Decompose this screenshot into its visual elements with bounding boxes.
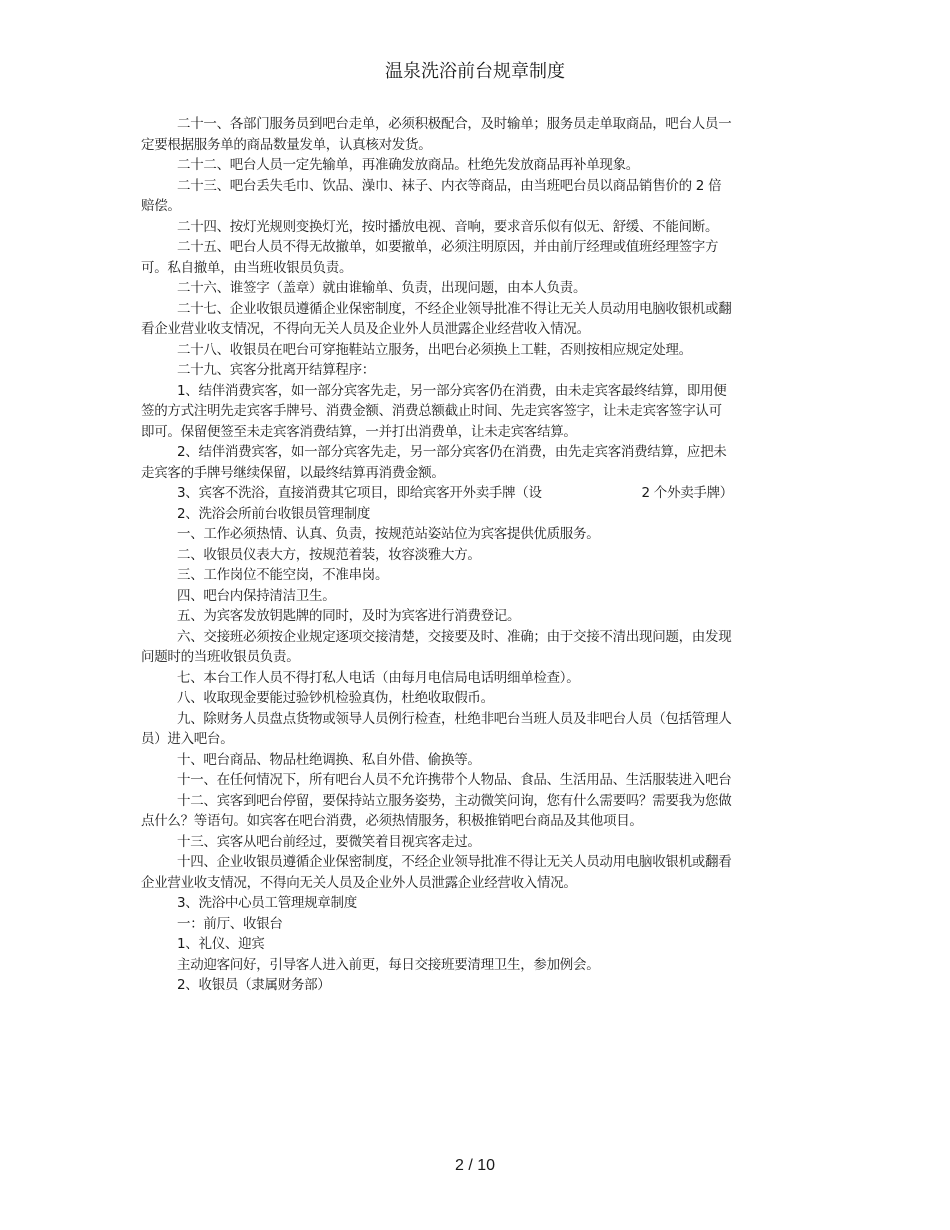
paragraph: 三、工作岗位不能空岗，不准串岗。	[177, 567, 389, 583]
paragraph: 二十八、收银员在吧台可穿拖鞋站立服务，出吧台必须换上工鞋，否则按相应规定处理。	[177, 341, 692, 358]
document-title: 温泉洗浴前台规章制度	[385, 61, 565, 82]
paragraph: 四、吧台内保持清洁卫生。	[177, 587, 336, 604]
paragraph: 九、除财务人员盘点货物或领导人员例行检查，杜绝非吧台当班人员及非吧台人员（包括管理人员）进入吧台。	[141, 710, 732, 747]
paragraph: 十二、宾客到吧台停留，要保持站立服务姿势，主动微笑问询，您有什么需要吗？需要我为您做点什么？等语句。如宾客在吧台消费，必须热情服务，积极推销吧台商品及其他项目。	[141, 792, 732, 829]
paragraph: 二十一、各部门服务员到吧台走单，必须积极配合，及时输单；服务员走单取商品，吧台人员一定要根据服务单的商品数量发单，认真核对发货。	[141, 116, 732, 153]
paragraph: 1、结伴消费宾客，如一部分宾客先走，另一部分宾客仍在消费，由未走宾客最终结算，即用便签的方式注明先走宾客手牌号、消费金额、消费总额截止时间、先走宾客签字，让未走宾客签字认可即可。保留便签至未走宾客消费结算，一并打出消费单，让未走宾客结算。	[141, 382, 727, 440]
split-line-right: 2 个外卖手牌）	[641, 485, 733, 501]
paragraph: 七、本台工作人员不得打私人电话（由每月电信局电话明细单检查）。	[177, 669, 580, 686]
paragraph: 2、洗浴会所前台收银员管理制度	[177, 505, 371, 522]
paragraph: 二十四、按灯光规则变换灯光，按时播放电视、音响，要求音乐似有似无、舒缓、不能间断。	[177, 218, 719, 235]
paragraph: 八、收取现金要能过验钞机检验真伪，杜绝收取假币。	[177, 690, 494, 706]
paragraph-split	[141, 483, 733, 504]
paragraph: 二、收银员仪表大方，按规范着装，妆容淡雅大方。	[177, 546, 481, 563]
document-body	[141, 114, 733, 996]
paragraph: 一、工作必须热情、认真、负责，按规范站姿站位为宾客提供优质服务。	[177, 526, 600, 542]
paragraph: 2、结伴消费宾客，如一部分宾客先走，另一部分宾客仍在消费，由先走宾客消费结算，应把未走宾客的手牌号继续保留，以最终结算再消费金额。	[141, 444, 727, 481]
split-line-left: 3、宾客不洗浴，直接消费其它项目，即给宾客开外卖手牌（设	[177, 485, 542, 501]
paragraph: 五、为宾客发放钥匙牌的同时，及时为宾客进行消费登记。	[177, 608, 521, 624]
paragraph: 一：前厅、收银台	[177, 915, 283, 932]
paragraph: 二十五、吧台人员不得无故撤单，如要撤单，必须注明原因，并由前厅经理或值班经理签字方可。私自撤单，由当班收银员负责。	[141, 239, 719, 276]
paragraph: 二十三、吧台丢失毛巾、饮品、澡巾、袜子、内衣等商品，由当班吧台员以商品销售价的 2 倍赔偿。	[141, 177, 722, 214]
paragraph: 1、礼仪、迎宾	[177, 936, 265, 952]
paragraph: 二十六、谁签字（盖章）就由谁输单、负责，出现问题，由本人负责。	[177, 280, 587, 296]
paragraph: 十三、宾客从吧台前经过，要微笑着目视宾客走过。	[177, 833, 481, 850]
paragraph: 3、洗浴中心员工管理规章制度	[177, 895, 357, 911]
paragraph: 二十二、吧台人员一定先输单，再准确发放商品。杜绝先发放商品再补单现象。	[177, 157, 639, 173]
paragraph: 二十九、宾客分批离开结算程序：	[177, 362, 375, 378]
paragraph: 六、交接班必须按企业规定逐项交接清楚，交接要及时、准确；由于交接不清出现问题，由发现问题时的当班收银员负责。	[141, 628, 732, 665]
paragraph: 2、收银员（隶属财务部）	[177, 977, 331, 993]
paragraph: 十四、企业收银员遵循企业保密制度，不经企业领导批准不得让无关人员动用电脑收银机或翻看企业营业收支情况，不得向无关人员及企业外人员泄露企业经营收入情况。	[141, 854, 732, 891]
paragraph: 主动迎客问好，引导客人进入前更，每日交接班要清理卫生，参加例会。	[177, 956, 600, 973]
paragraph: 十一、在任何情况下，所有吧台人员不允许携带个人物品、食品、生活用品、生活服装进入吧台	[177, 772, 732, 788]
paragraph: 二十七、企业收银员遵循企业保密制度，不经企业领导批准不得让无关人员动用电脑收银机或翻看企业营业收支情况，不得向无关人员及企业外人员泄露企业经营收入情况。	[141, 300, 732, 337]
page-number: 2 / 10	[454, 1157, 496, 1174]
paragraph: 十、吧台商品、物品杜绝调换、私自外借、偷换等。	[177, 751, 481, 768]
